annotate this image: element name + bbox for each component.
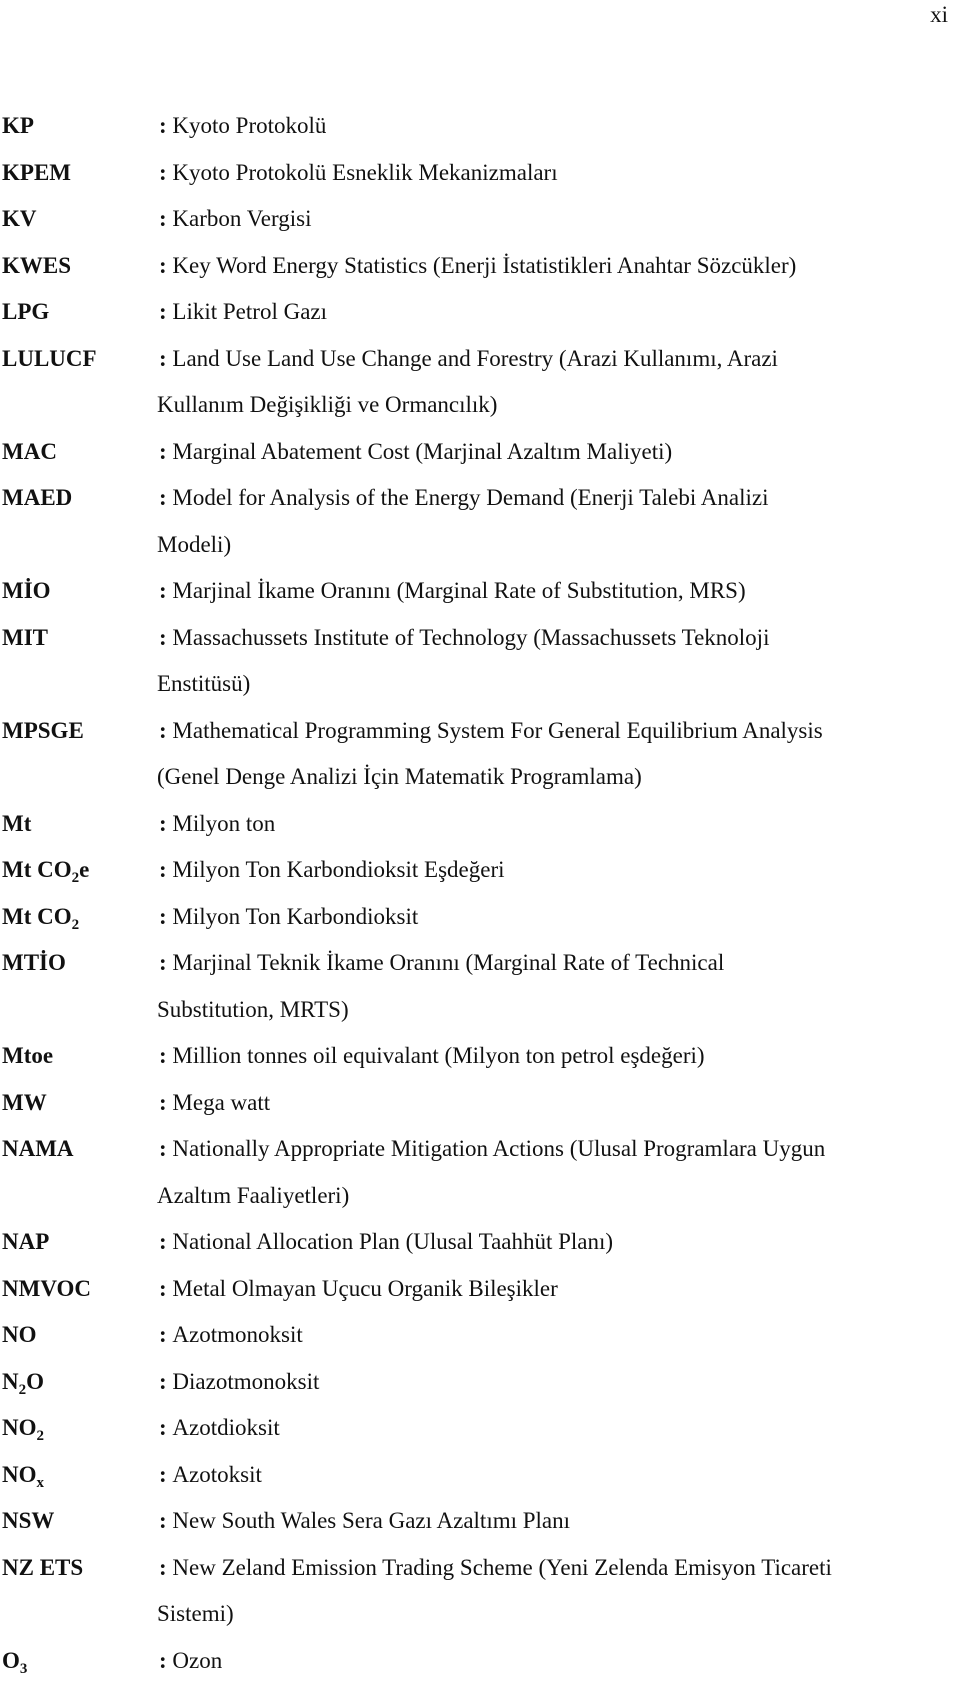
colon-separator: : [159,1508,172,1533]
abbreviation-definition [159,894,418,941]
entry-row [0,847,960,894]
abbreviation-term [0,1452,159,1499]
entry-row [0,289,960,336]
entry-row [0,150,960,197]
term-text: MTİO [2,950,66,975]
colon-separator: : [159,1648,172,1673]
abbreviation-entry [0,847,960,894]
entry-row [0,336,960,383]
abbreviation-definition [159,615,769,662]
term-text: KPEM [2,160,71,185]
term-text: MİO [2,578,51,603]
entry-row [0,568,960,615]
abbreviation-term [0,940,159,987]
entry-row [0,103,960,150]
definition-continuation: Substitution, MRTS) [0,987,960,1034]
abbreviation-entry [0,150,960,197]
abbreviation-definition [159,243,796,290]
entry-row [0,1545,960,1592]
abbreviation-term [0,475,159,522]
term-subscript: x [37,1475,45,1491]
colon-separator: : [159,950,172,975]
colon-separator: : [159,1229,172,1254]
entry-row [0,475,960,522]
definition-text: Kyoto Protokolü [172,113,326,138]
definition-text: Kyoto Protokolü Esneklik Mekanizmaları [172,160,557,185]
abbreviation-term [0,1080,159,1127]
definition-text: Azotmonoksit [172,1322,302,1347]
colon-separator: : [159,904,172,929]
abbreviation-entry [0,1312,960,1359]
colon-separator: : [159,1369,172,1394]
entry-row [0,1080,960,1127]
term-text: O [2,1648,20,1673]
term-text: Mtoe [2,1043,53,1068]
colon-separator: : [159,1276,172,1301]
term-text: NO [2,1462,37,1487]
colon-separator: : [159,253,172,278]
entry-row [0,243,960,290]
abbreviation-term [0,243,159,290]
entry-row [0,1219,960,1266]
abbreviation-definition [159,1080,270,1127]
colon-separator: : [159,485,172,510]
abbreviation-term [0,708,159,755]
definition-text: Marginal Abatement Cost (Marjinal Azaltım Maliyeti) [172,439,672,464]
definition-text: Key Word Energy Statistics (Enerji İstatistikleri Anahtar Sözcükler) [172,253,796,278]
entry-row [0,1359,960,1406]
entry-row [0,1126,960,1173]
abbreviation-entry [0,1080,960,1127]
abbreviation-entry [0,196,960,243]
entry-row [0,801,960,848]
entry-row [0,708,960,755]
abbreviation-entry [0,1498,960,1545]
term-text: LPG [2,299,49,324]
abbreviation-term [0,289,159,336]
colon-separator: : [159,439,172,464]
abbreviation-definition [159,1312,303,1359]
abbreviation-definition [159,150,558,197]
colon-separator: : [159,299,172,324]
definition-text: Ozon [172,1648,222,1673]
abbreviation-term [0,1405,159,1452]
term-text: NMVOC [2,1276,91,1301]
colon-separator: : [159,1322,172,1347]
abbreviation-entry [0,1638,960,1684]
definition-text: Karbon Vergisi [172,206,311,231]
abbreviation-entry [0,289,960,336]
entry-row [0,940,960,987]
entry-row [0,1638,960,1684]
abbreviation-entry [0,1219,960,1266]
definition-continuation: Enstitüsü) [0,661,960,708]
term-text: MAED [2,485,72,510]
abbreviation-term [0,1545,159,1592]
entry-row [0,1312,960,1359]
definition-text: Likit Petrol Gazı [172,299,327,324]
abbreviation-entry [0,243,960,290]
abbreviation-term [0,103,159,150]
term-suffix: O [26,1369,44,1394]
colon-separator: : [159,1555,172,1580]
entry-row [0,1266,960,1313]
term-text: NAMA [2,1136,74,1161]
colon-separator: : [159,1415,172,1440]
abbreviation-term [0,615,159,662]
definition-continuation: Kullanım Değişikliği ve Ormancılık) [0,382,960,429]
abbreviation-definition [159,336,778,383]
abbreviation-term [0,847,159,894]
term-subscript: 2 [72,870,80,886]
abbreviation-term [0,336,159,383]
abbreviation-term [0,1638,159,1684]
colon-separator: : [159,1043,172,1068]
abbreviation-definition [159,801,275,848]
abbreviation-definition [159,940,724,987]
definition-text: New South Wales Sera Gazı Azaltımı Planı [172,1508,570,1533]
term-text: KWES [2,253,71,278]
abbreviation-term [0,1033,159,1080]
definition-text: Marjinal İkame Oranını (Marginal Rate of Substitution, MRS) [172,578,745,603]
term-text: NZ ETS [2,1555,83,1580]
abbreviation-entry [0,1405,960,1452]
abbreviation-definition [159,103,326,150]
definition-text: Model for Analysis of the Energy Demand (Enerji Talebi Analizi [172,485,768,510]
abbreviation-definition [159,847,505,894]
term-subscript: 2 [37,1428,45,1444]
term-subscript: 2 [72,917,80,933]
abbreviation-definition [159,1359,319,1406]
definition-text: Milyon Ton Karbondioksit [172,904,418,929]
abbreviation-definition [159,1452,262,1499]
abbreviation-definition [159,1033,705,1080]
abbreviation-definition [159,1638,222,1684]
definition-text: Azotoksit [172,1462,261,1487]
abbreviation-entry [0,940,960,1033]
abbreviation-entry [0,1126,960,1219]
term-text: LULUCF [2,346,97,371]
entry-row [0,1498,960,1545]
definition-continuation: Azaltım Faaliyetleri) [0,1173,960,1220]
abbreviation-definition [159,1405,280,1452]
term-text: NO [2,1415,37,1440]
definition-continuation: Sistemi) [0,1591,960,1638]
definition-text: Mega watt [172,1090,270,1115]
definition-text: Nationally Appropriate Mitigation Actions (Ulusal Programlara Uygun [172,1136,825,1161]
abbreviation-term [0,196,159,243]
entry-row [0,196,960,243]
term-text: MIT [2,625,48,650]
colon-separator: : [159,718,172,743]
abbreviation-entry [0,708,960,801]
abbreviation-definition [159,1219,613,1266]
abbreviation-entry [0,801,960,848]
term-text: KV [2,206,37,231]
definition-text: Marjinal Teknik İkame Oranını (Marginal Rate of Technical [172,950,724,975]
definition-text: Mathematical Programming System For General Equilibrium Analysis [172,718,822,743]
abbreviation-entry [0,615,960,708]
abbreviation-definition [159,708,823,755]
definition-text: Massachussets Institute of Technology (Massachussets Teknoloji [172,625,769,650]
abbreviation-entry [0,1545,960,1638]
entry-row [0,429,960,476]
abbreviation-entry [0,103,960,150]
abbreviation-term [0,1126,159,1173]
abbreviation-definition [159,1498,570,1545]
page-number: xi [930,2,948,28]
entry-row [0,1452,960,1499]
entry-row [0,615,960,662]
term-text: MPSGE [2,718,84,743]
definition-text: Milyon Ton Karbondioksit Eşdeğeri [172,857,504,882]
abbreviation-entry [0,336,960,429]
abbreviation-term [0,1266,159,1313]
term-text: MW [2,1090,47,1115]
colon-separator: : [159,578,172,603]
abbreviation-term [0,801,159,848]
abbreviation-term [0,1219,159,1266]
term-text: Mt CO [2,857,72,882]
definition-text: National Allocation Plan (Ulusal Taahhüt Planı) [172,1229,613,1254]
abbreviation-entry [0,568,960,615]
abbreviation-definition [159,568,746,615]
definition-continuation: (Genel Denge Analizi İçin Matematik Programlama) [0,754,960,801]
term-suffix: e [79,857,89,882]
colon-separator: : [159,1090,172,1115]
colon-separator: : [159,857,172,882]
abbreviation-entry [0,1359,960,1406]
abbreviation-definition [159,429,672,476]
abbreviation-term [0,568,159,615]
colon-separator: : [159,346,172,371]
term-text: N [2,1369,19,1394]
definition-text: Million tonnes oil equivalant (Milyon ton petrol eşdeğeri) [172,1043,704,1068]
abbreviation-entry [0,1033,960,1080]
abbreviation-definition [159,475,768,522]
abbreviation-definition [159,196,311,243]
colon-separator: : [159,811,172,836]
entry-row [0,1033,960,1080]
colon-separator: : [159,113,172,138]
colon-separator: : [159,206,172,231]
definition-text: Diazotmonoksit [172,1369,319,1394]
abbreviation-term [0,1359,159,1406]
abbreviation-entry [0,1266,960,1313]
term-text: NAP [2,1229,49,1254]
entry-row [0,894,960,941]
abbreviation-entry [0,894,960,941]
term-text: Mt CO [2,904,72,929]
term-text: MAC [2,439,57,464]
definition-text: Milyon ton [172,811,275,836]
abbreviation-definition [159,1266,558,1313]
definition-continuation: Modeli) [0,522,960,569]
term-text: Mt [2,811,31,836]
abbreviation-list [0,103,960,1684]
term-text: KP [2,113,34,138]
term-text: NSW [2,1508,54,1533]
colon-separator: : [159,1136,172,1161]
entry-row [0,1405,960,1452]
term-subscript: 3 [20,1661,28,1677]
definition-text: Metal Olmayan Uçucu Organik Bileşikler [172,1276,557,1301]
abbreviation-entry [0,475,960,568]
abbreviation-term [0,1498,159,1545]
definition-text: New Zeland Emission Trading Scheme (Yeni Zelenda Emisyon Ticareti [172,1555,832,1580]
abbreviation-entry [0,429,960,476]
abbreviation-entry [0,1452,960,1499]
term-text: NO [2,1322,37,1347]
colon-separator: : [159,160,172,185]
abbreviation-definition [159,289,327,336]
term-subscript: 2 [19,1382,27,1398]
abbreviation-term [0,1312,159,1359]
abbreviation-term [0,150,159,197]
abbreviation-definition [159,1545,832,1592]
definition-text: Azotdioksit [172,1415,279,1440]
abbreviation-term [0,429,159,476]
colon-separator: : [159,625,172,650]
colon-separator: : [159,1462,172,1487]
definition-text: Land Use Land Use Change and Forestry (Arazi Kullanımı, Arazi [172,346,778,371]
abbreviation-term [0,894,159,941]
abbreviation-definition [159,1126,825,1173]
